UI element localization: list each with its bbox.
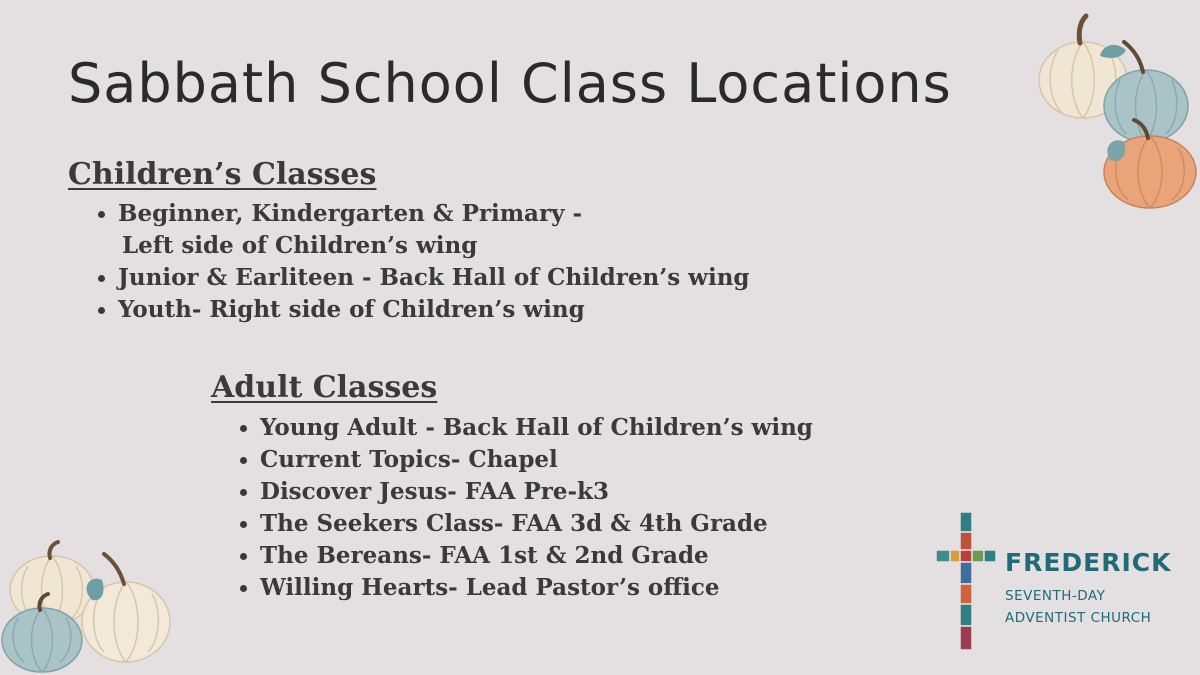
list-item-text: Beginner, Kindergarten & Primary -: [118, 200, 582, 227]
adult-classes-list: [238, 412, 813, 604]
church-name: FREDERICK: [1005, 548, 1172, 577]
list-item-text: The Seekers Class- FAA 3d & 4th Grade: [260, 510, 768, 537]
list-item-text: Discover Jesus- FAA Pre-k3: [260, 478, 609, 505]
list-item: [238, 572, 813, 604]
children-classes-list: [96, 198, 750, 326]
church-subtitle-line1: SEVENTH-DAY: [1005, 588, 1106, 604]
list-item-text: Willing Hearts- Lead Pastor’s office: [260, 574, 720, 601]
adult-classes-heading: Adult Classes: [211, 370, 438, 405]
pumpkins-icon: [0, 540, 175, 675]
list-item: [96, 294, 750, 326]
list-item: [96, 198, 750, 262]
pumpkins-icon: [1028, 10, 1198, 220]
list-item-text: Current Topics- Chapel: [260, 446, 558, 473]
children-classes-heading: Children’s Classes: [68, 157, 377, 192]
list-item-text-continued: Left side of Children’s wing: [122, 232, 478, 259]
list-item: [238, 412, 813, 444]
cross-icon: [930, 512, 1190, 652]
church-subtitle-line2: ADVENTIST CHURCH: [1005, 610, 1152, 626]
list-item: [238, 476, 813, 508]
list-item-text: Youth- Right side of Children’s wing: [118, 296, 585, 323]
list-item-text: Young Adult - Back Hall of Children’s wing: [260, 414, 813, 441]
list-item: [238, 508, 813, 540]
list-item: [238, 540, 813, 572]
list-item-text: Junior & Earliteen - Back Hall of Children’s wing: [118, 264, 750, 291]
list-item-text: The Bereans- FAA 1st & 2nd Grade: [260, 542, 709, 569]
page-title: Sabbath School Class Locations: [68, 52, 952, 115]
list-item: [238, 444, 813, 476]
list-item: [96, 262, 750, 294]
